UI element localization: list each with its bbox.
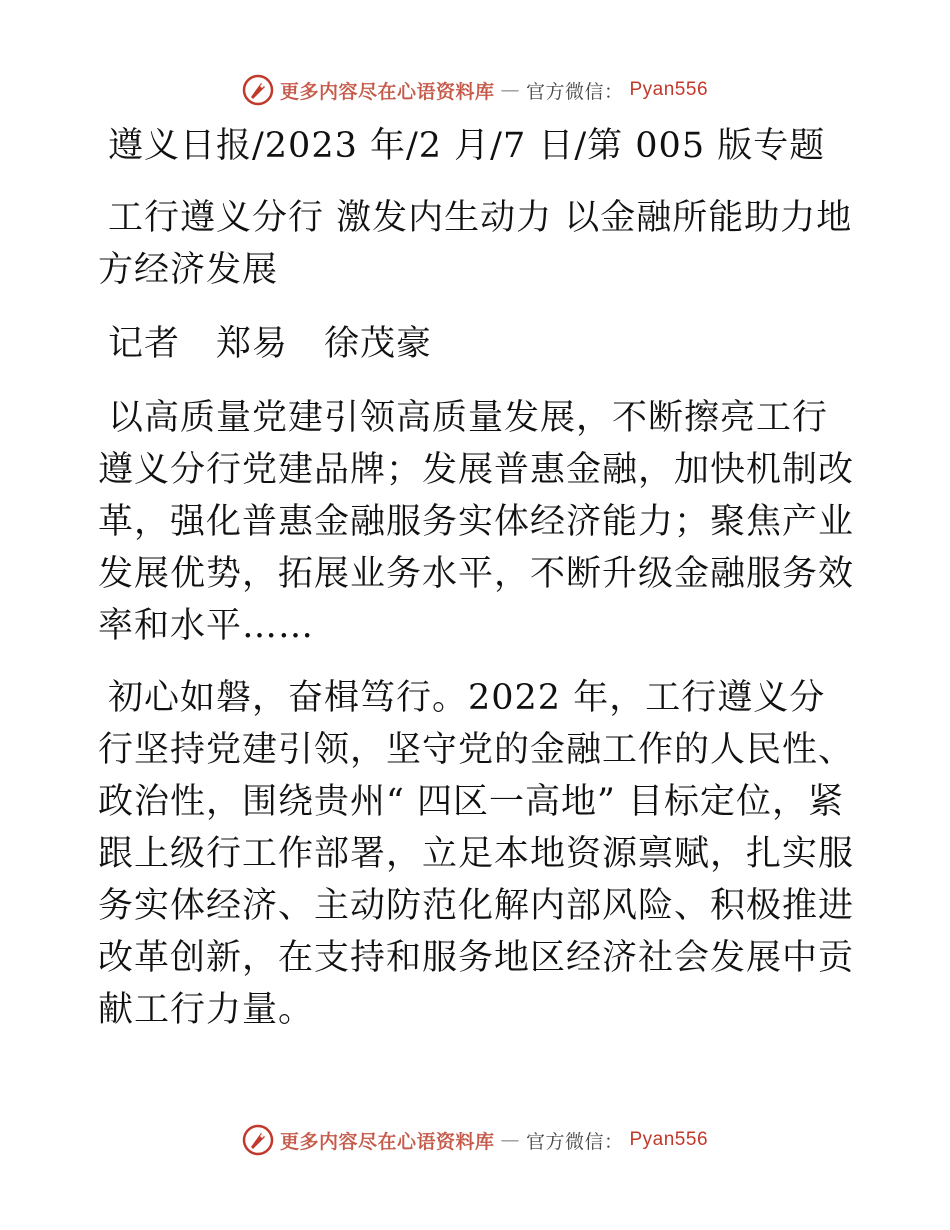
watermark-wechat-id: Pyan556 — [629, 79, 709, 100]
article-paragraph: 初心如磐，奋楫笃行。2022 年，工行遵义分行坚持党建引领，坚守党的金融工作的人民性、政治性，围绕贵州“ 四区一高地” 目标定位，紧跟上级行工作部署，立足本地资源禀赋，扎实服务实体经济、主动防范化解内部风险、积极推进改革创新，在支持和服务地区经济社会发展中贡献工行力量。 — [98, 678, 855, 1030]
watermark-separator: — — [500, 1129, 520, 1151]
article-byline: 记者 郑易 徐茂豪 — [108, 324, 433, 364]
watermark-banner-bottom — [0, 1124, 950, 1156]
watermark-brand: 更多内容尽在心语资料库 — [279, 80, 495, 103]
article-body — [98, 120, 858, 1056]
article-title: 工行遵义分行 激发内生动力 以金融所能助力地方经济发展 — [98, 198, 853, 290]
pen-nib-logo-icon — [242, 74, 274, 106]
watermark-brand: 更多内容尽在心语资料库 — [279, 1130, 495, 1153]
watermark-separator: — — [500, 79, 520, 101]
watermark-official-label: 官方微信： — [525, 80, 624, 103]
watermark-banner-top — [0, 74, 950, 106]
article-paragraph: 以高质量党建引领高质量发展，不断擦亮工行遵义分行党建品牌；发展普惠金融，加快机制改革，强化普惠金融服务实体经济能力；聚焦产业发展优势，拓展业务水平，不断升级金融服务效率和水平…… — [98, 398, 855, 646]
pen-nib-logo-icon — [242, 1124, 274, 1156]
watermark-official-label: 官方微信： — [525, 1130, 624, 1153]
source-line: 遵义日报/2023 年/2 月/7 日/第 005 版专题 — [108, 126, 826, 166]
watermark-wechat-id: Pyan556 — [629, 1129, 709, 1150]
